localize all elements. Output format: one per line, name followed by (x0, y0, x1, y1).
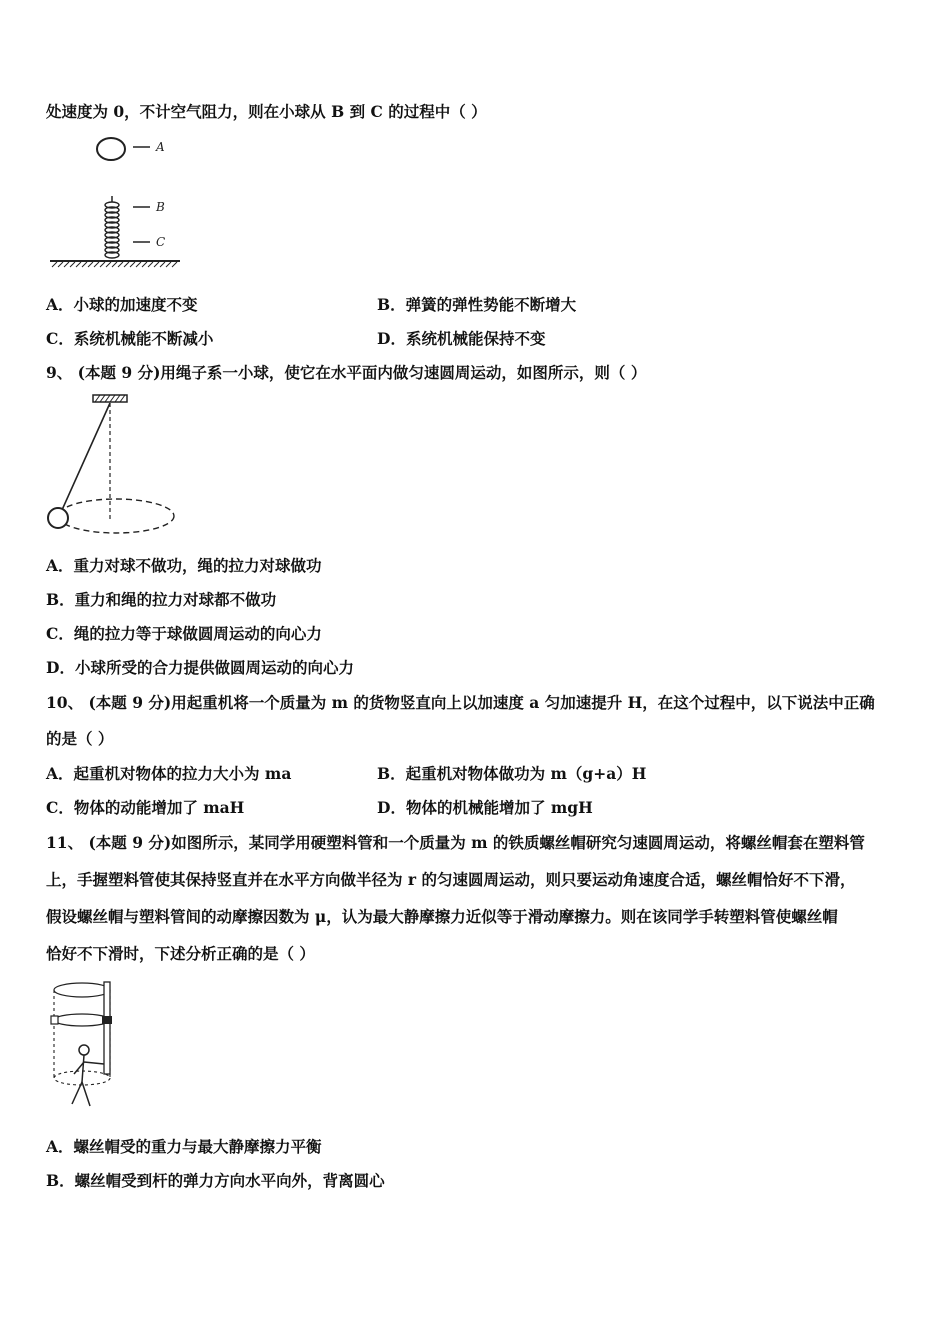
ball-icon (48, 508, 68, 528)
q11-stem-line2: 上，手握塑料管使其保持竖直并在水平方向做半径为 r 的匀速圆周运动，则只要运动角速度合适，螺丝帽恰好不下滑， (46, 870, 856, 889)
q11-stem-line4: 恰好不下滑时，下述分析正确的是（ ） (46, 944, 315, 963)
plastic-tube-icon (104, 982, 110, 1074)
q10-option-c[interactable]: C．物体的动能增加了 maH (46, 798, 245, 817)
q10-stem-line2: 的是（ ） (46, 729, 114, 748)
q10-option-b[interactable]: B．起重机对物体做功为 m（g+a）H (377, 764, 647, 783)
label-a: A (156, 140, 165, 154)
q8-option-c[interactable]: C．系统机械能不断减小 (46, 329, 214, 348)
q9-option-c[interactable]: C．绳的拉力等于球做圆周运动的向心力 (46, 624, 322, 643)
ball-icon (97, 138, 125, 160)
q8-spring-figure (46, 130, 186, 270)
q10-option-d[interactable]: D．物体的机械能增加了 mgH (377, 798, 593, 817)
q10-option-a[interactable]: A．起重机对物体的拉力大小为 ma (46, 764, 292, 783)
nut-icon (102, 1016, 112, 1024)
spring-icon (105, 202, 119, 258)
person-icon (72, 1045, 104, 1106)
q9-option-d[interactable]: D．小球所受的合力提供做圆周运动的向心力 (46, 658, 354, 677)
q9-stem: 9、 (本题 9 分)用绳子系一小球，使它在水平面内做匀速圆周运动，如图所示，则（ ） (46, 363, 647, 382)
q11-stem-line3: 假设螺丝帽与塑料管间的动摩擦因数为 μ，认为最大静摩擦力近似等于滑动摩擦力。则在该同学手转塑料管使螺丝帽 (46, 907, 838, 926)
q8-stem-tail: 处速度为 0，不计空气阻力，则在小球从 B 到 C 的过程中（ ） (46, 102, 487, 121)
q8-option-d[interactable]: D．系统机械能保持不变 (377, 329, 546, 348)
q11-rotating-tube-figure (46, 978, 126, 1116)
q11-option-a[interactable]: A．螺丝帽受的重力与最大静摩擦力平衡 (46, 1137, 322, 1156)
q8-option-b[interactable]: B．弹簧的弹性势能不断增大 (377, 295, 577, 314)
label-c: C (156, 235, 166, 249)
q11-option-b[interactable]: B．螺丝帽受到杆的弹力方向水平向外，背离圆心 (46, 1171, 385, 1190)
q8-option-a[interactable]: A．小球的加速度不变 (46, 295, 198, 314)
q11-stem-line1: 11、 (本题 9 分)如图所示，某同学用硬塑料管和一个质量为 m 的铁质螺丝帽研究匀速圆周运动，将螺丝帽套在塑料管 (46, 833, 865, 852)
q9-conical-pendulum-figure (44, 392, 180, 538)
q9-option-a[interactable]: A．重力对球不做功，绳的拉力对球做功 (46, 556, 322, 575)
q9-option-b[interactable]: B．重力和绳的拉力对球都不做功 (46, 590, 277, 609)
label-b: B (156, 200, 165, 214)
q10-stem-line1: 10、 (本题 9 分)用起重机将一个质量为 m 的货物竖直向上以加速度 a 匀加速提升 H，在这个过程中，以下说法中正确 (46, 693, 875, 712)
